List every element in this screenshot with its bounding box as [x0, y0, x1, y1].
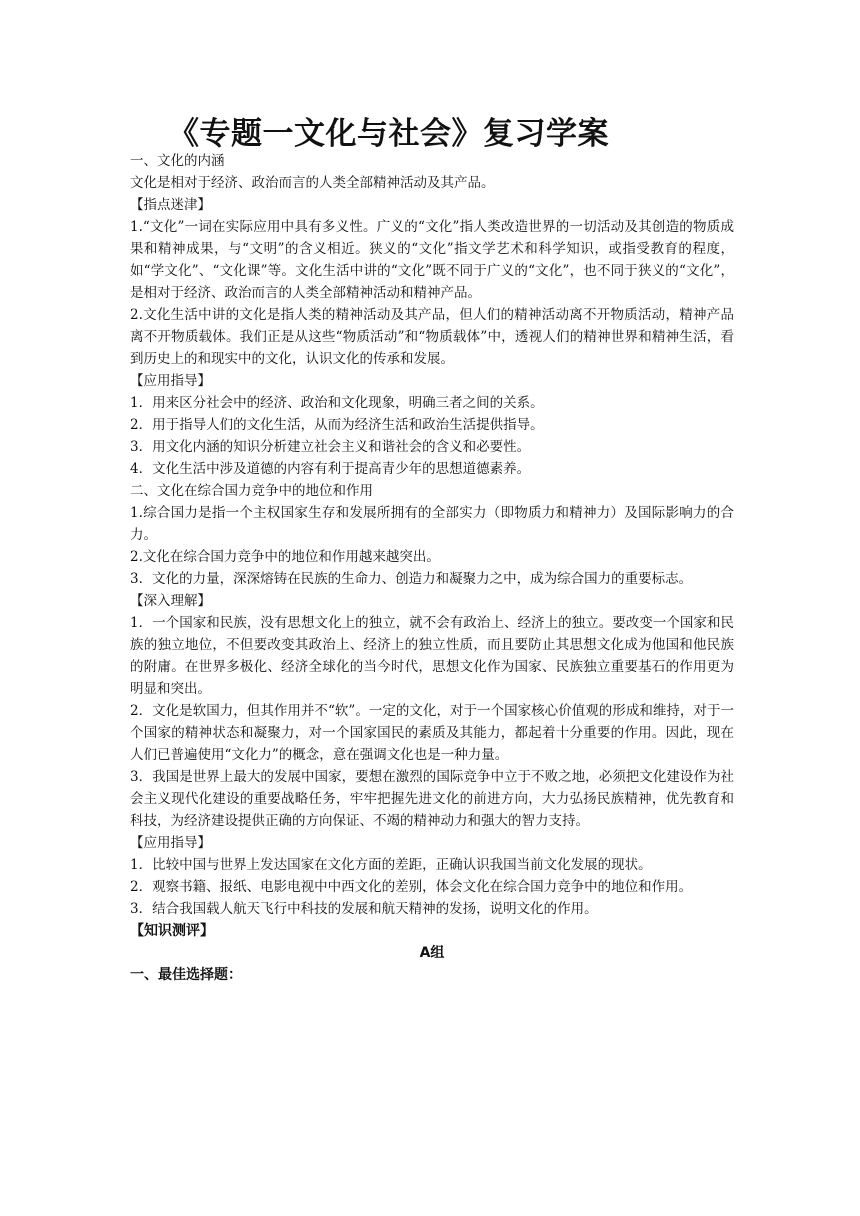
list-item: 1．比较中国与世界上发达国家在文化方面的差距，正确认识我国当前文化发展的现状。 — [130, 857, 652, 873]
section-heading: 一、文化的内涵 — [130, 153, 225, 169]
paragraph: 1.综合国力是指一个主权国家生存和发展所拥有的全部实力（即物质力和精神力）及国际影响力的合力。 — [130, 505, 734, 543]
paragraph: 2.文化生活中讲的文化是指人类的精神活动及其产品，但人们的精神活动离不开物质活动，精神产品离不开物质载体。我们正是从这些“物质活动”和“物质载体”中，透视人们的精神世界和精神生活，看到历史上的和现实中的文化，认识文化的传承和发展。 — [130, 307, 734, 367]
assessment-heading: 【知识测评】 — [130, 923, 214, 939]
list-item: 3．结合我国载人航天飞行中科技的发展和航天精神的发扬，说明文化的作用。 — [130, 901, 598, 917]
paragraph: 2．文化是软国力，但其作用并不“软”。一定的文化，对于一个国家核心价值观的形成和维持，对于一个国家的精神状态和凝聚力，对一个国家国民的素质及其能力，都起着十分重要的作用。因此，现在人们已普遍使用“文化力”的概念，意在强调文化也是一种力量。 — [130, 703, 734, 763]
subheading: 【深入理解】 — [130, 593, 211, 609]
list-item: 3．用文化内涵的知识分析建立社会主义和谐社会的含义和必要性。 — [130, 439, 531, 455]
paragraph: 1.“文化”一词在实际应用中具有多义性。广义的“文化”指人类改造世界的一切活动及其创造的物质成果和精神成果，与“文明”的含义相近。狭义的“文化”指文学艺术和科学知识，或指受教育的程度，如“学文化”、“文化课”等。文化生活中讲的“文化”既不同于广义的“文化”，也不同于狭义的“文化”，是相对于经济、政治而言的人类全部精神活动和精神产品。 — [130, 219, 734, 301]
paragraph: 3．我国是世界上最大的发展中国家，要想在激烈的国际竞争中立于不败之地，必须把文化建设作为社会主义现代化建设的重要战略任务，牢牢把握先进文化的前进方向，大力弘扬民族精神，优先教育和科技，为经济建设提供正确的方向保证、不竭的精神动力和强大的智力支持。 — [130, 769, 734, 829]
subheading: 【指点迷津】 — [130, 197, 211, 213]
list-item: 1．用来区分社会中的经济、政治和文化现象，明确三者之间的关系。 — [130, 395, 544, 411]
list-item: 2．用于指导人们的文化生活，从而为经济生活和政治生活提供指导。 — [130, 417, 544, 433]
paragraph: 3．文化的力量，深深熔铸在民族的生命力、创造力和凝聚力之中，成为综合国力的重要标志。 — [130, 571, 693, 587]
section-heading: 二、文化在综合国力竞争中的地位和作用 — [130, 483, 373, 499]
page-title: 《专题一文化与社会》复习学案 — [168, 116, 609, 152]
document-body — [130, 150, 734, 986]
paragraph: 1．一个国家和民族，没有思想文化上的独立，就不会有政治上、经济上的独立。要改变一个国家和民族的独立地位，不但要改变其政治上、经济上的独立性质，而且要防止其思想文化成为他国和他民族的附庸。在世界多极化、经济全球化的当今时代，思想文化作为国家、民族独立重要基石的作用更为明显和突出。 — [130, 615, 734, 697]
list-item: 4．文化生活中涉及道德的内容有利于提高青少年的思想道德素养。 — [130, 461, 531, 477]
subheading: 【应用指导】 — [130, 373, 211, 389]
paragraph: 2.文化在综合国力竞争中的地位和作用越来越突出。 — [130, 549, 440, 565]
list-item: 2．观察书籍、报纸、电影电视中中西文化的差别，体会文化在综合国力竞争中的地位和作用。 — [130, 879, 693, 895]
group-label: A组 — [419, 945, 445, 961]
question-section-heading: 一、最佳选择题： — [130, 967, 242, 983]
subheading: 【应用指导】 — [130, 835, 211, 851]
paragraph: 文化是相对于经济、政治而言的人类全部精神活动及其产品。 — [130, 175, 495, 191]
